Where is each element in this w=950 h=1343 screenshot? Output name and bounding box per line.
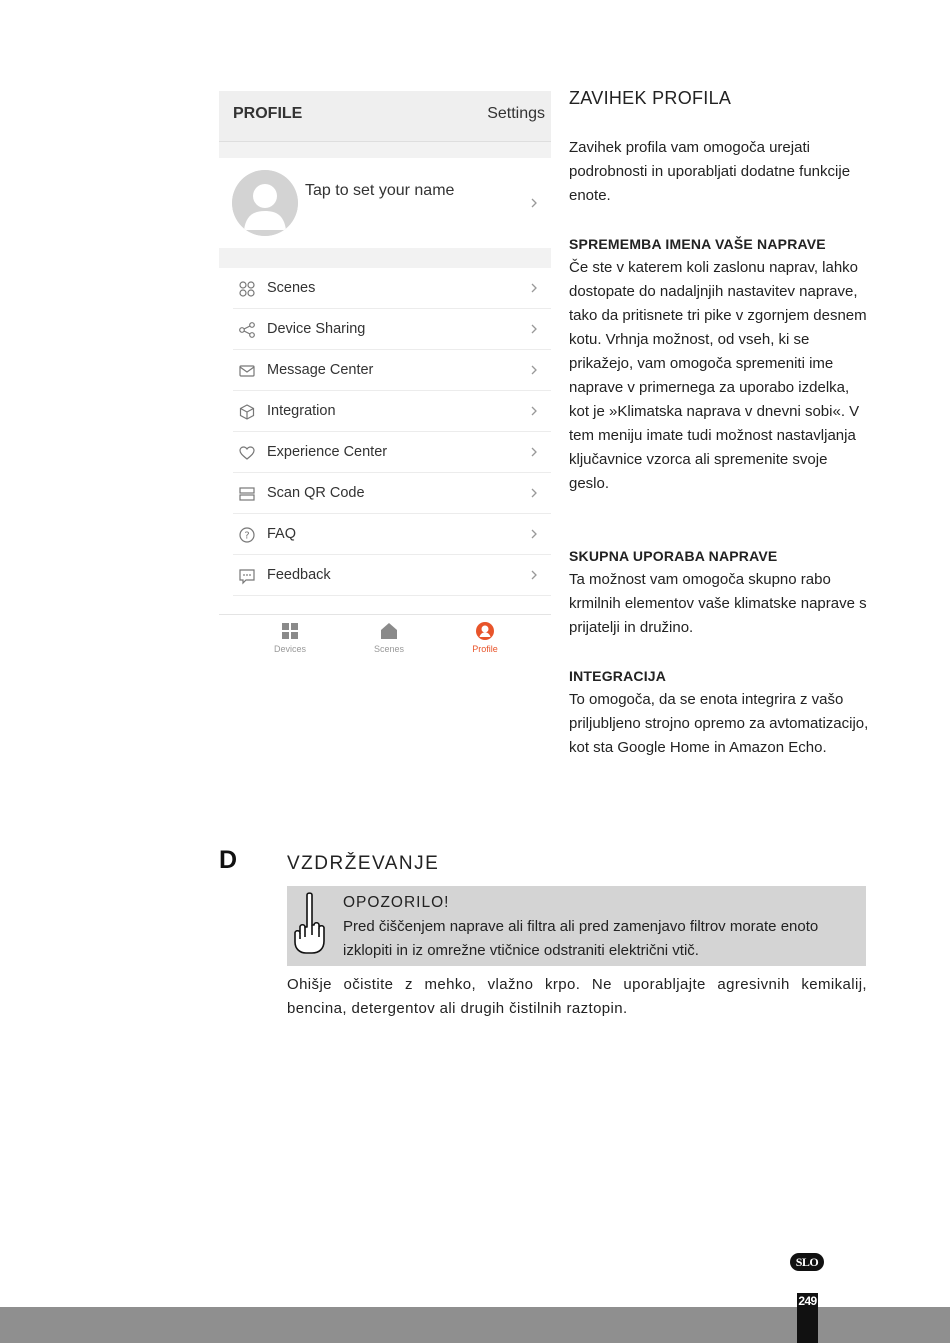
menu-item-label: Feedback bbox=[267, 567, 331, 583]
svg-text:?: ? bbox=[244, 530, 250, 542]
settings-link[interactable]: Settings bbox=[487, 105, 545, 122]
warning-text: Pred čiščenjem naprave ali filtra ali pred zamenjavo filtrov morate enoto izklopiti in iz omrežne vtičnice odstraniti električni vtič. bbox=[343, 918, 819, 959]
profile-icon bbox=[475, 621, 495, 641]
feedback-icon bbox=[238, 567, 256, 585]
rename-heading: SPREMEMBA IMENA VAŠE NAPRAVE bbox=[569, 236, 826, 252]
profile-menu bbox=[219, 268, 551, 614]
rename-text: Če ste v katerem koli zaslonu naprav, lahko dostopate do nadaljnjih nastavitev naprave, tako da pritisnete tri pike v zgornjem desnem kotu. Vrhnja možnost, od vseh, ki se prikažejo, vam omogoča spremeniti ime naprave v primernega za uporabo izdelka, kot je »Klimatska naprava v dnevni sobi«. V tem meniju imate tudi možnost nastavljanja ključavnice vzorca ali spremenite svoje geslo. bbox=[569, 259, 867, 492]
tab-profile[interactable] bbox=[445, 621, 525, 654]
profile-name: Tap to set your name bbox=[305, 182, 455, 199]
heart-icon bbox=[238, 444, 256, 462]
section-letter: D bbox=[219, 846, 238, 874]
menu-item-label: Device Sharing bbox=[267, 321, 366, 337]
tab-scenes[interactable] bbox=[349, 621, 429, 654]
chevron-right-icon bbox=[529, 447, 539, 457]
cube-icon bbox=[238, 403, 256, 421]
pointing-hand-icon bbox=[292, 891, 326, 955]
chevron-right-icon bbox=[529, 324, 539, 334]
sharing-text: Ta možnost vam omogoča skupno rabo krmilnih elementov vaše klimatske naprave s prijatelji in družino. bbox=[569, 571, 867, 636]
maintenance-text: Ohišje očistite z mehko, vlažno krpo. Ne uporabljajte agresivnih kemikalij, bencina, detergentov ali drugih čistilnih raztopin. bbox=[287, 976, 867, 1017]
home-icon bbox=[379, 621, 399, 641]
chevron-right-icon bbox=[529, 283, 539, 293]
avatar bbox=[232, 170, 298, 236]
warning-title: OPOZORILO! bbox=[343, 894, 450, 911]
message-icon bbox=[238, 362, 256, 380]
rename-section bbox=[569, 232, 869, 496]
integration-text: To omogoča, da se enota integrira z vašo priljubljeno strojno opremo za avtomatizacijo, kot sta Google Home in Amazon Echo. bbox=[569, 691, 869, 756]
share-icon bbox=[238, 321, 256, 339]
chevron-right-icon bbox=[529, 488, 539, 498]
menu-item-label: Experience Center bbox=[267, 444, 388, 460]
menu-item-label: Scenes bbox=[267, 280, 316, 296]
bottom-tab-bar bbox=[219, 614, 551, 664]
page-number: 249 bbox=[798, 1294, 817, 1308]
chevron-right-icon bbox=[529, 570, 539, 580]
menu-item-experience-center[interactable] bbox=[219, 432, 551, 473]
user-silhouette-icon bbox=[232, 170, 298, 236]
tab-label: Profile bbox=[472, 644, 498, 654]
integration-section bbox=[569, 664, 869, 760]
warning-box bbox=[287, 886, 866, 966]
app-screenshot bbox=[219, 91, 551, 664]
profile-card[interactable] bbox=[219, 158, 551, 248]
app-header-title: PROFILE bbox=[233, 105, 303, 122]
intro-text: Zavihek profila vam omogoča urejati podrobnosti in uporabljati dodatne funkcije enote. bbox=[569, 139, 851, 204]
chevron-right-icon bbox=[529, 198, 539, 208]
devices-icon bbox=[280, 621, 300, 641]
menu-item-scan-qr-code[interactable] bbox=[219, 473, 551, 514]
menu-item-integration[interactable] bbox=[219, 391, 551, 432]
menu-item-scenes[interactable] bbox=[219, 268, 551, 309]
menu-item-device-sharing[interactable] bbox=[219, 309, 551, 350]
app-header bbox=[219, 91, 551, 142]
menu-item-feedback[interactable] bbox=[219, 555, 551, 596]
scan-icon bbox=[238, 485, 256, 503]
question-icon bbox=[238, 526, 256, 544]
menu-item-label: Scan QR Code bbox=[267, 485, 365, 501]
maintenance-title: VZDRŽEVANJE bbox=[287, 853, 440, 874]
sharing-section bbox=[569, 544, 869, 640]
menu-item-label: FAQ bbox=[267, 526, 297, 542]
chevron-right-icon bbox=[529, 406, 539, 416]
integration-heading: INTEGRACIJA bbox=[569, 668, 667, 684]
menu-item-faq[interactable] bbox=[219, 514, 551, 555]
menu-item-label: Message Center bbox=[267, 362, 374, 378]
menu-item-message-center[interactable] bbox=[219, 350, 551, 391]
chevron-right-icon bbox=[529, 365, 539, 375]
section-title: ZAVIHEK PROFILA bbox=[569, 88, 732, 108]
language-badge: SLO bbox=[790, 1253, 824, 1271]
menu-item-label: Integration bbox=[267, 403, 336, 419]
chevron-right-icon bbox=[529, 529, 539, 539]
tab-label: Devices bbox=[273, 644, 306, 654]
tab-label: Scenes bbox=[373, 644, 405, 654]
scenes-icon bbox=[238, 280, 256, 298]
tab-devices[interactable] bbox=[250, 621, 330, 654]
sharing-heading: SKUPNA UPORABA NAPRAVE bbox=[569, 548, 778, 564]
